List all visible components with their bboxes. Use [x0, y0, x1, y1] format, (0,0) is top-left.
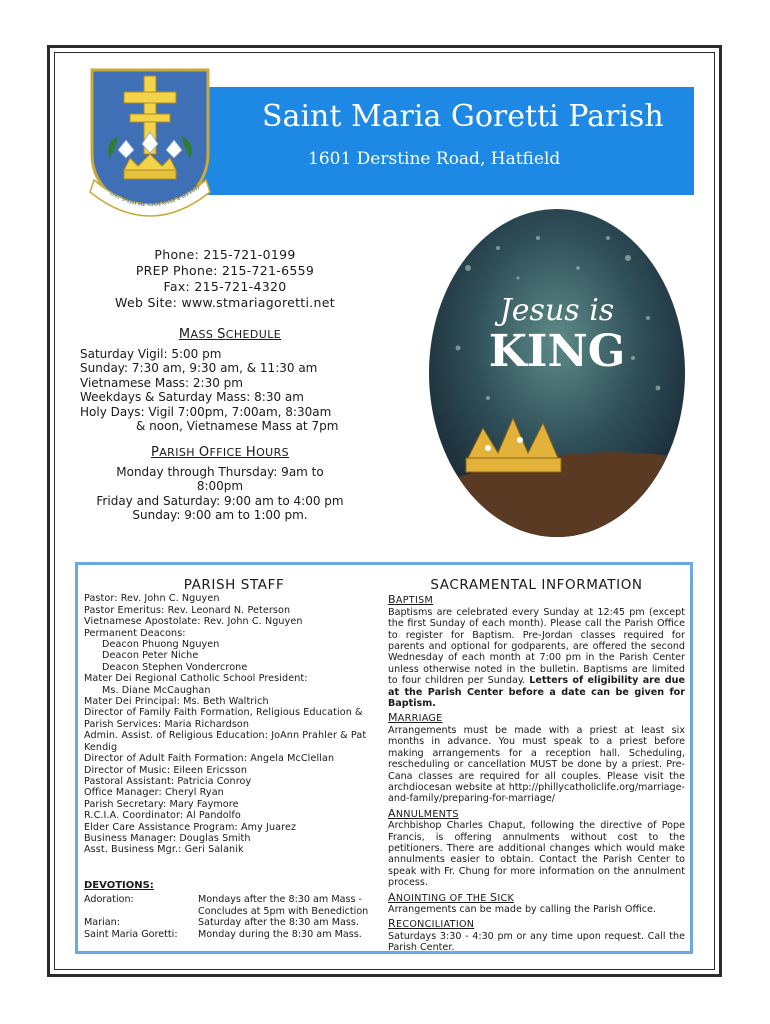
staff-line: Office Manager: Cheryl Ryan	[84, 787, 224, 799]
mass-line: Saturday Vigil: 5:00 pm	[80, 346, 222, 361]
parish-staff	[84, 577, 384, 856]
reconciliation-text: Saturdays 3:30 - 4:30 pm or any time upon request. Call the Parish Center.	[388, 930, 685, 954]
deacon-line: Deacon Stephen Vondercrone	[102, 661, 248, 673]
staff-line: Pastor: Rev. John C. Nguyen	[84, 593, 220, 605]
devotion-label: Saint Maria Goretti:	[84, 928, 178, 940]
mass-line: & noon, Vietnamese Mass at 7pm	[136, 419, 339, 433]
deacon-line: Deacon Phuong Nguyen	[102, 639, 220, 651]
image-caption-line2: KING	[488, 326, 626, 377]
parish-address: 1601 Derstine Road, Hatfield	[308, 149, 561, 169]
office-line: Friday and Saturday: 9:00 am to 4:00 pm	[96, 493, 344, 508]
staff-line: Asst. Business Mgr.: Geri Salanik	[84, 844, 244, 856]
sacramental-title: SACRAMENTAL INFORMATION	[430, 577, 643, 593]
contact-info	[70, 247, 380, 311]
devotion-row	[84, 929, 384, 940]
reconciliation-heading: RECONCILIATION	[388, 917, 475, 931]
anointing-text: Arrangements can be made by calling the Parish Office.	[388, 903, 656, 915]
parish-title: Saint Maria Goretti Parish	[262, 99, 664, 134]
staff-line: Ms. Diane McCaughan	[102, 684, 211, 696]
staff-line: Vietnamese Apostolate: Rev. John C. Nguyen	[84, 616, 303, 628]
mass-line: Vietnamese Mass: 2:30 pm	[80, 375, 243, 390]
mass-schedule-heading: MASS SCHEDULE	[178, 327, 282, 342]
staff-line: Business Manager: Douglas Smith	[84, 832, 251, 844]
office-line: 8:00pm	[196, 479, 244, 493]
sacramental-information	[388, 577, 685, 954]
office-line: Monday through Thursday: 9am to	[116, 464, 324, 479]
website-line: Web Site: www.stmariagoretti.net	[115, 295, 335, 310]
mass-schedule	[80, 328, 380, 434]
devotion-label: Marian:	[84, 917, 120, 929]
staff-line: Mater Dei Principal: Ms. Beth Waltrich	[84, 696, 269, 708]
staff-line: Director of Music: Eileen Ericsson	[84, 764, 248, 776]
parish-staff-title: PARISH STAFF	[183, 577, 285, 593]
staff-line: Mater Dei Regional Catholic School President:	[84, 673, 308, 685]
devotion-value: Saturday after the 8:30 am Mass.	[198, 917, 359, 929]
staff-line: Permanent Deacons:	[84, 627, 186, 639]
devotions	[84, 880, 384, 940]
devotion-value: Mondays after the 8:30 am Mass - Concludes at 5pm with Benediction	[198, 894, 369, 917]
jesus-is-king-image	[428, 208, 686, 538]
crest-ribbon-text: St. Maria Goretti Parish	[108, 181, 202, 209]
baptism-text: Baptisms are celebrated every Sunday at 12:45 pm (except the first Sunday of each month). Please call the Parish Office to register for Baptism. Pre-Jordan classes required for parents and optional for godparents, are offered the second Wednesday of each month at 7:00 pm in the Parish Center unless otherwise noted in the bulletin. Baptisms are limited to four children per Sunday. Letters of eligibility are due at the Parish Center before a date can be given for Baptism.	[388, 606, 685, 710]
image-caption-line1: Jesus is	[499, 293, 615, 328]
annulments-text: Archbishop Charles Chaput, following the directive of Pope Francis, is offering annulments without cost to the petitioners. There are additional changes which would make annulments easier to obtain. Contact the Parish Center to speak with Fr. Chung for more information on the annulment process.	[388, 820, 685, 889]
parish-crest-icon	[80, 58, 220, 228]
prep-phone-line: PREP Phone: 215-721-6559	[135, 263, 315, 278]
staff-line: R.C.I.A. Coordinator: Al Pandolfo	[84, 810, 241, 822]
devotion-value: Monday during the 8:30 am Mass.	[198, 928, 362, 940]
staff-line: Director of Adult Faith Formation: Angela McClellan	[84, 753, 335, 765]
staff-line: Director of Family Faith Formation, Religious Education &	[84, 707, 363, 719]
mass-line: Sunday: 7:30 am, 9:30 am, & 11:30 am	[80, 361, 318, 375]
staff-line: Admin. Assist. of Religious Education: JoAnn Prahler & Pat	[84, 730, 367, 742]
annulments-heading: ANNULMENTS	[388, 806, 459, 820]
baptism-note: Letters of eligibility are due at the Parish Center before a date can be given for Baptism.	[388, 675, 685, 710]
title-banner	[186, 87, 694, 195]
mass-line: Holy Days: Vigil 7:00pm, 7:00am, 8:30am	[80, 404, 332, 419]
fax-line: Fax: 215-721-4320	[163, 279, 287, 294]
staff-line: Elder Care Assistance Program: Amy Juarez	[84, 821, 297, 833]
devotion-row	[84, 894, 384, 917]
marriage-heading: MARRIAGE	[388, 711, 443, 725]
office-line: Sunday: 9:00 am to 1:00 pm.	[132, 508, 308, 522]
anointing-heading: ANOINTING OF THE SICK	[388, 890, 515, 904]
phone-line: Phone: 215-721-0199	[154, 247, 296, 262]
staff-line: Parish Services: Maria Richardson	[84, 718, 250, 730]
staff-line: Pastoral Assistant: Patricia Conroy	[84, 775, 252, 787]
office-hours-heading: PARISH OFFICE HOURS	[150, 445, 290, 460]
devotion-label: Adoration:	[84, 894, 134, 906]
mass-line: Weekdays & Saturday Mass: 8:30 am	[80, 390, 304, 404]
office-hours	[70, 446, 370, 523]
staff-line: Parish Secretary: Mary Faymore	[84, 798, 239, 810]
staff-line: Pastor Emeritus: Rev. Leonard N. Peterson	[84, 604, 291, 616]
devotion-row	[84, 917, 384, 928]
staff-line: Kendig	[84, 741, 118, 753]
deacon-line: Deacon Peter Niche	[102, 650, 199, 662]
devotions-heading: DEVOTIONS:	[84, 880, 154, 891]
baptism-heading: BAPTISM	[388, 593, 434, 607]
marriage-text: Arrangements must be made with a priest at least six months in advance. You must speak to a priest before making arrangements for a reception hall. Scheduling, rescheduling or cancellation MUST be done by a priest. Pre-Cana classes are required for all couples. Please visit the archdiocesan website at http://phillycatholiclife.org/marriage-and-family/preparing-for-marriage/	[388, 724, 685, 805]
